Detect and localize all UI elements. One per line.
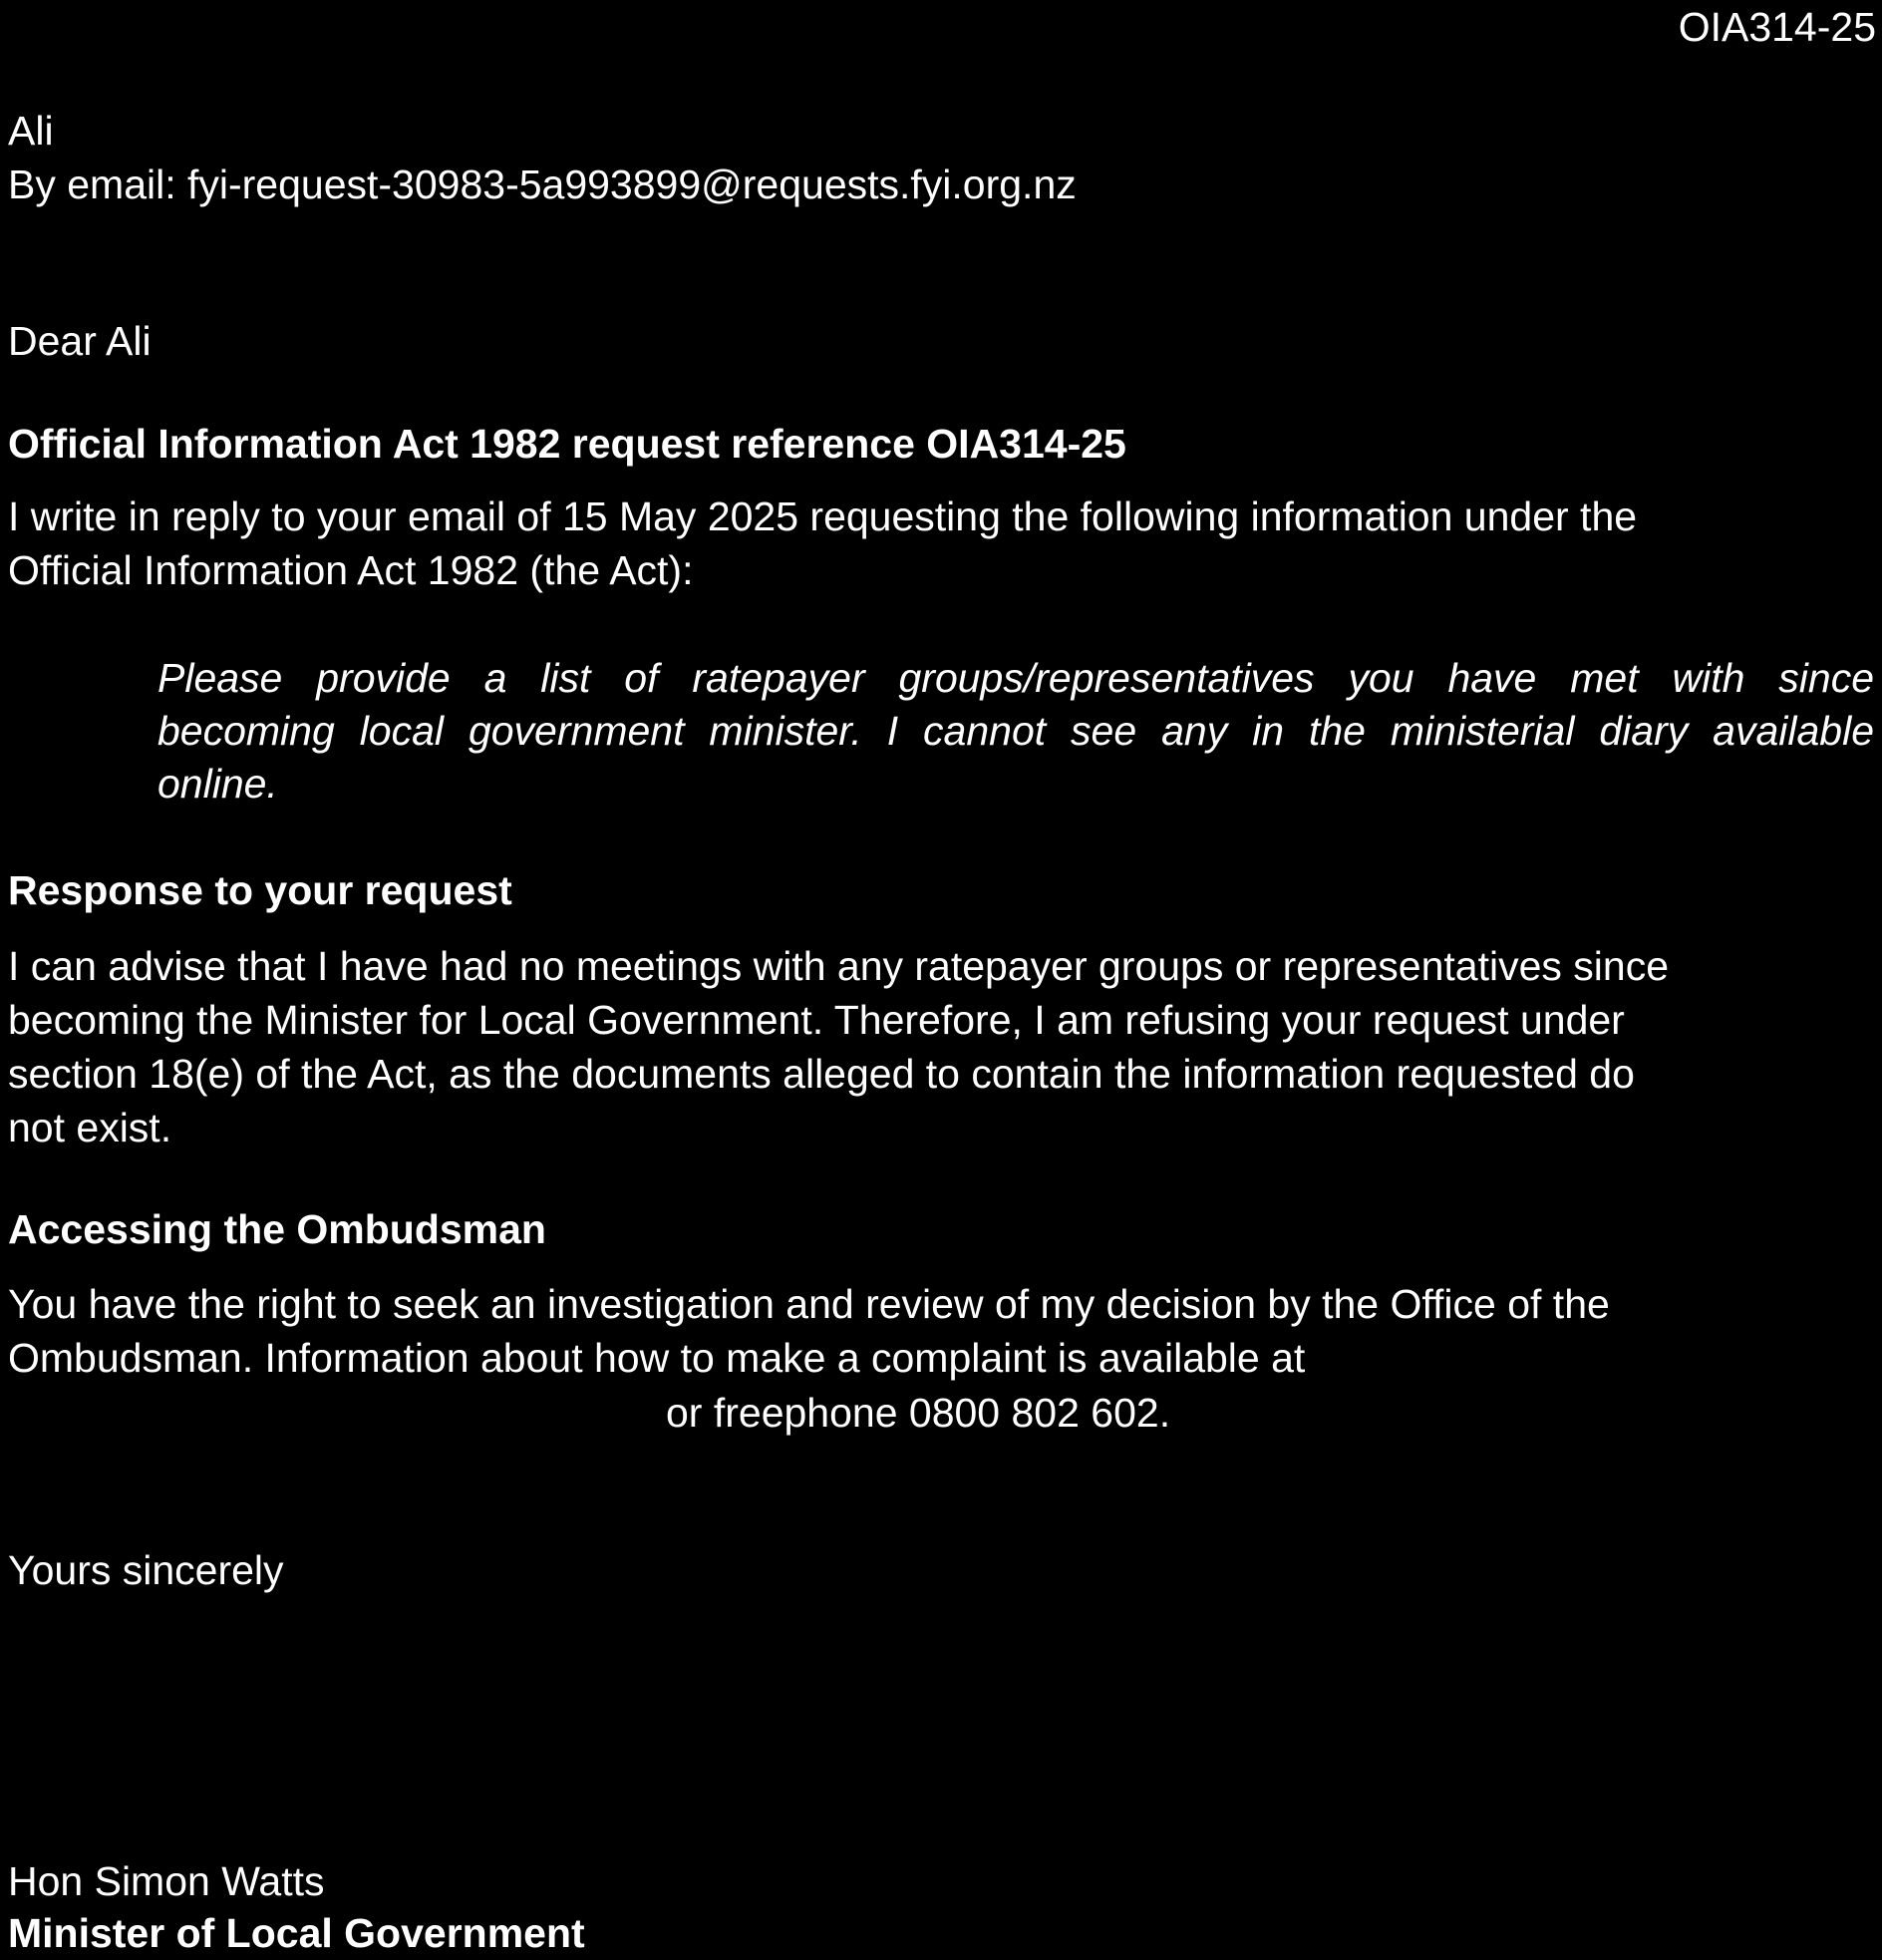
ombudsman-line: You have the right to seek an investigation and review of my decision by the Office of the <box>8 1281 1610 1327</box>
closing: Yours sincerely <box>8 1547 284 1593</box>
ombudsman-line: Ombudsman. Information about how to make a complaint is available at <box>8 1335 1306 1381</box>
subject-heading: Official Information Act 1982 request reference OIA314-25 <box>8 421 1126 467</box>
recipient-name: Ali <box>8 108 54 154</box>
intro-line: I write in reply to your email of 15 May 2025 requesting the following information under the <box>8 493 1638 539</box>
quote-line: becoming local government minister. I cannot see any in the ministerial diary available <box>157 708 1874 754</box>
response-paragraph <box>8 939 1852 1154</box>
response-line: section 18(e) of the Act, as the documents alleged to contain the information requested do <box>8 1051 1635 1097</box>
document-reference: OIA314-25 <box>1678 4 1876 50</box>
request-quote <box>157 652 1874 811</box>
intro-paragraph <box>8 490 1852 597</box>
signatory-name: Hon Simon Watts <box>8 1858 325 1904</box>
intro-line: Official Information Act 1982 (the Act): <box>8 547 694 593</box>
response-line: I can advise that I have had no meetings with any ratepayer groups or representatives since <box>8 943 1670 989</box>
salutation: Dear Ali <box>8 318 152 364</box>
ombudsman-freephone: or freephone 0800 802 602. <box>666 1390 1171 1436</box>
quote-line: online. <box>157 761 278 807</box>
signatory-title: Minister of Local Government <box>8 1910 585 1956</box>
ombudsman-paragraph <box>8 1277 1852 1385</box>
response-line: not exist. <box>8 1105 172 1150</box>
response-heading: Response to your request <box>8 867 512 913</box>
response-line: becoming the Minister for Local Government. Therefore, I am refusing your request under <box>8 997 1625 1043</box>
quote-line: Please provide a list of ratepayer groups/representatives you have met with since <box>157 655 1874 701</box>
ombudsman-heading: Accessing the Ombudsman <box>8 1206 546 1252</box>
recipient-email: By email: fyi-request-30983-5a993899@requests.fyi.org.nz <box>8 162 1077 207</box>
